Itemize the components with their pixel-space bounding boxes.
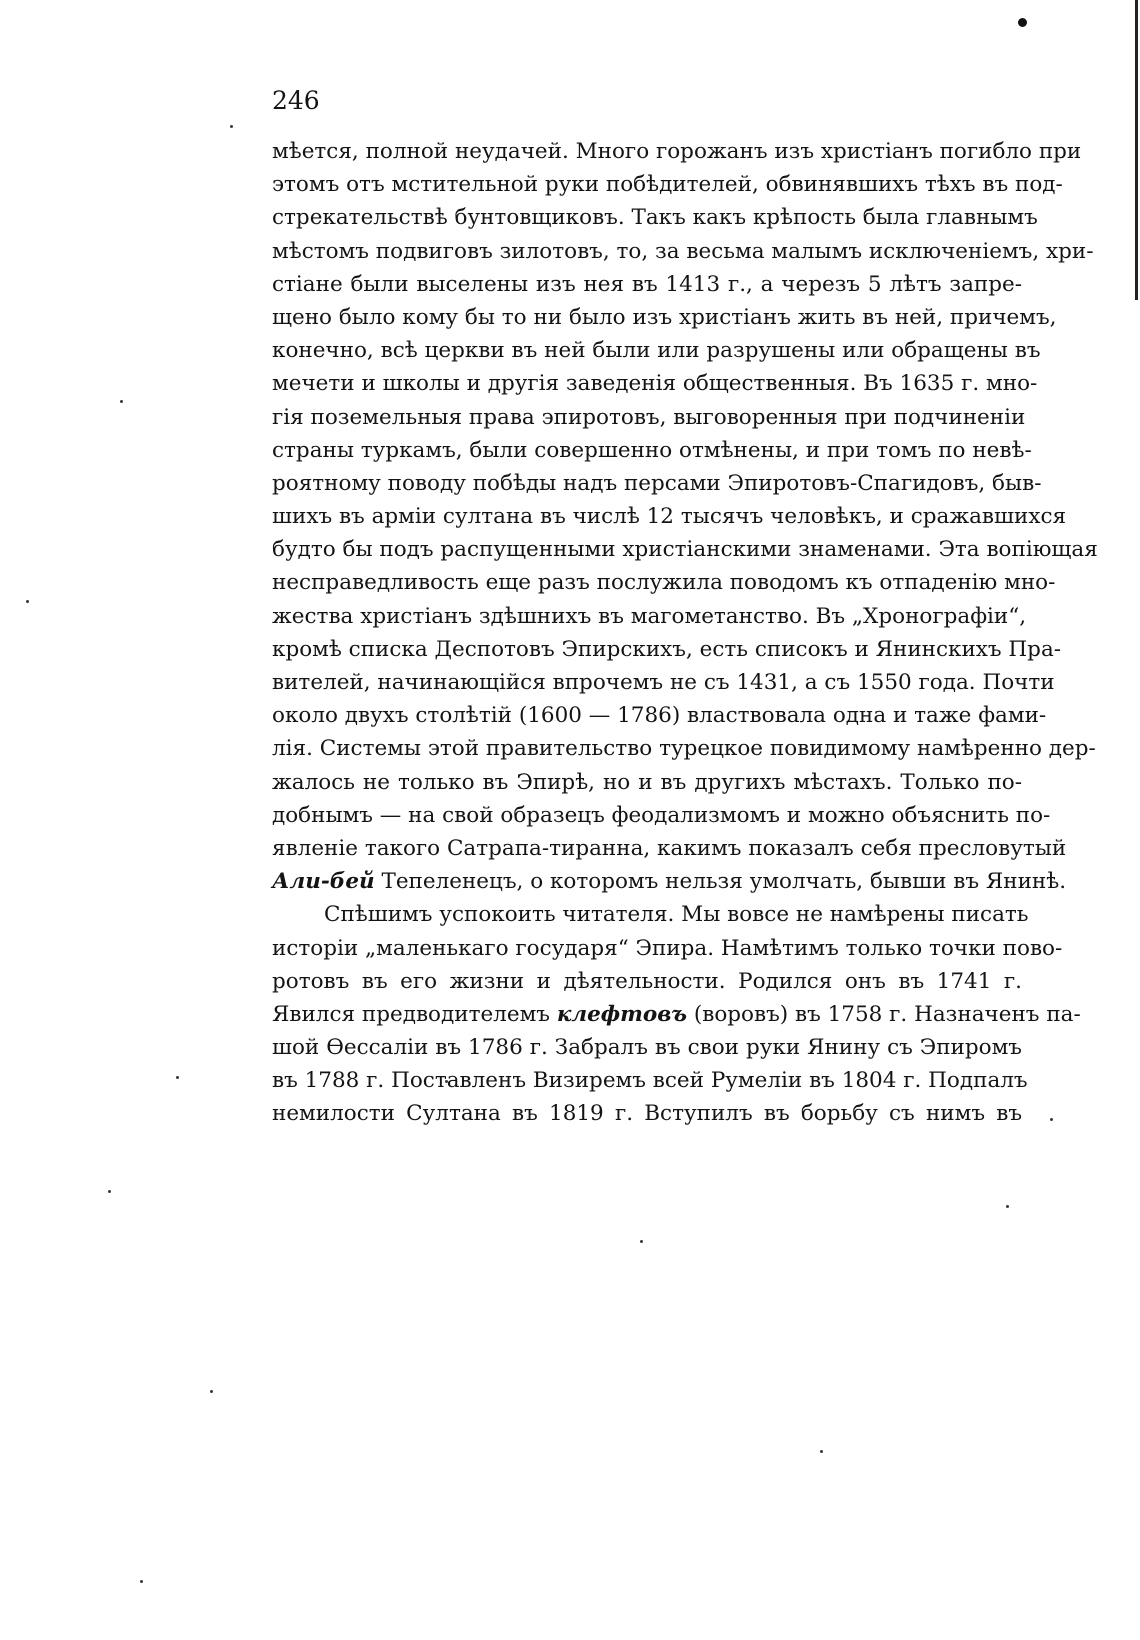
italic-name: Али-бей (272, 869, 375, 895)
text-line: ротовъ въ его жизни и дѣятельности. Родился онъ въ 1741 г. (272, 968, 1022, 994)
italic-word: клефтовъ (556, 1001, 688, 1027)
text-line: кромѣ списка Деспотовъ Эпирскихъ, есть списокъ и Янинскихъ Пра- (272, 636, 1062, 662)
text-line: страны туркамъ, были совершенно отмѣнены, и при томъ по невѣ- (272, 437, 1032, 463)
text-line: немилости Султана въ 1819 г. Вступилъ въ борьбу съ нимъ въ (272, 1101, 1022, 1127)
text-line: мѣется, полной неудачей. Много горожанъ изъ христіанъ погибло при (272, 139, 1082, 164)
text-line: лія. Системы этой правительство турецкое повидимому намѣренно дер- (272, 736, 1096, 762)
scan-speck (120, 400, 123, 403)
text-line: вителей, начинающійся впрочемъ не съ 1431, а съ 1550 года. Почти (272, 670, 1055, 695)
scan-speck (640, 1240, 643, 1243)
scan-speck (26, 600, 29, 603)
page-edge-shadow (1135, 0, 1138, 300)
text-line: жалось не только въ Эпирѣ, но и въ другихъ мѣстахъ. Только по- (272, 769, 1022, 795)
text-line: конечно, всѣ церкви въ ней были или разрушены или обращены въ (272, 338, 1041, 364)
text-fragment: Тепеленецъ, о которомъ нельзя умолчать, бывши въ Янинѣ. (374, 869, 1067, 895)
scan-speck (820, 1450, 823, 1453)
scan-speck (210, 1390, 213, 1393)
scan-speck (108, 1190, 111, 1193)
text-line: Спѣшимъ успокоить читателя. Мы вовсе не намѣрены писать (324, 902, 1029, 928)
text-line: исторіи „маленькаго государя“ Эпира. Намѣтимъ только точки пово- (272, 935, 1063, 961)
scan-speck (176, 1076, 179, 1079)
scan-speck (140, 1580, 143, 1583)
text-line: мѣстомъ подвиговъ зилотовъ, то, за весьма малымъ исключеніемъ, хри- (272, 238, 1094, 264)
text-line: мечети и школы и другія заведенія общественныя. Въ 1635 г. мно- (272, 371, 1038, 397)
text-line: этомъ отъ мстительной руки побѣдителей, обвинявшихъ тѣхъ въ под- (272, 172, 1063, 198)
text-fragment: (воровъ) въ 1758 г. Назначенъ па- (687, 1001, 1081, 1027)
ink-blot (1018, 18, 1027, 27)
text-line: жества христіанъ здѣшнихъ въ магометанство. Въ „Хронографіи“, (272, 603, 1027, 629)
text-line: щено было кому бы то ни было изъ христіанъ жить въ ней, причемъ, (272, 304, 1057, 330)
text-line: въ 1788 г. Поставленъ Визиремъ всей Румеліи въ 1804 г. Подпалъ (272, 1068, 1028, 1094)
text-line: несправедливость еще разъ послужила поводомъ къ отпаденію мно- (272, 570, 1056, 596)
scan-speck (1050, 1118, 1053, 1121)
text-line: гія поземельныя права эпиротовъ, выговоренныя при подчиненіи (272, 404, 1026, 430)
body-text (272, 135, 1098, 1131)
text-line: явленіе такого Сатрапа-тиранна, какимъ показалъ себя пресловутый (272, 835, 1067, 861)
text-line (272, 865, 1067, 898)
text-line: будто бы подъ распущенными христіанскими знаменами. Эта вопіющая (272, 537, 1098, 563)
text-line: около двухъ столѣтій (1600 — 1786) властвовала одна и таже фами- (272, 703, 1047, 729)
text-line: стіане были выселены изъ нея въ 1413 г., а черезъ 5 лѣтъ запре- (272, 271, 1022, 297)
text-line (272, 998, 1081, 1031)
scan-speck (230, 125, 233, 128)
text-line: шихъ въ арміи султана въ числѣ 12 тысячъ человѣкъ, и сражавшихся (272, 504, 1067, 530)
text-fragment: Явился предводителемъ (272, 1001, 557, 1027)
page-number: 246 (272, 86, 320, 115)
text-line: роятному поводу побѣды надъ персами Эпиротовъ-Спагидовъ, быв- (272, 470, 1042, 496)
text-line: шой Өессаліи въ 1786 г. Забралъ въ свои руки Янину съ Эпиромъ (272, 1035, 1022, 1061)
text-line: добнымъ — на свой образецъ феодализмомъ и можно объяснить по- (272, 802, 1051, 828)
text-line: стрекательствѣ бунтовщиковъ. Такъ какъ крѣпость была главнымъ (272, 205, 1038, 231)
scan-speck (1006, 1205, 1009, 1208)
